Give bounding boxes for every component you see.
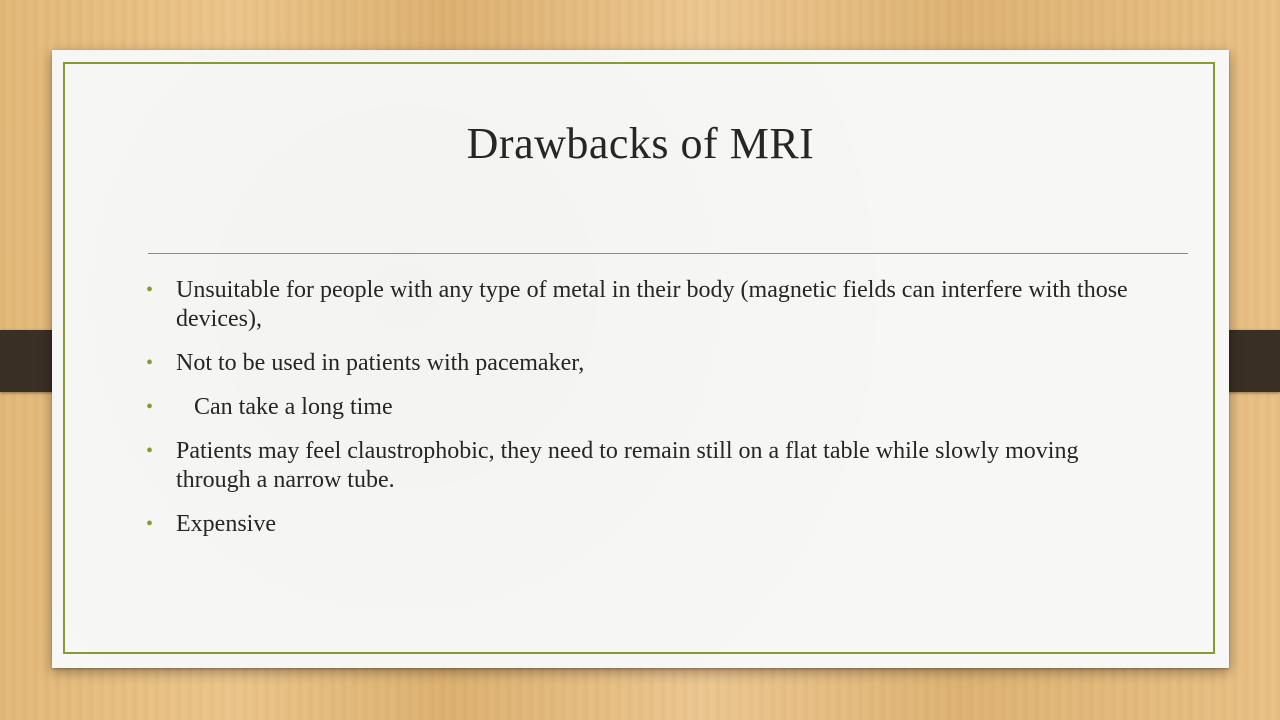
bullet-dot-icon: • xyxy=(146,279,154,301)
slide-card xyxy=(52,50,1229,668)
bullet-text: Expensive xyxy=(176,511,276,537)
bullet-dot-icon: • xyxy=(146,440,154,462)
bullet-item xyxy=(146,510,1146,539)
bullet-text: Can take a long time xyxy=(194,394,393,420)
bullet-item xyxy=(146,349,1146,378)
bullet-text: Not to be used in patients with pacemaker, xyxy=(176,350,585,376)
bullet-dot-icon: • xyxy=(146,513,154,535)
bullet-text: Patients may feel claustrophobic, they need to remain still on a flat table while slowly moving through a narrow tube. xyxy=(176,438,1079,493)
slide-title: Drawbacks of MRI xyxy=(466,119,815,168)
bullet-item xyxy=(146,437,1146,495)
bullet-text: Unsuitable for people with any type of metal in their body (magnetic fields can interfere with those devices), xyxy=(176,277,1128,332)
bullet-dot-icon: • xyxy=(146,352,154,374)
bullet-dot-icon: • xyxy=(146,396,154,418)
bullet-item xyxy=(146,393,1146,422)
title-divider xyxy=(148,253,1188,254)
bullet-item xyxy=(146,276,1146,334)
bullet-list xyxy=(146,276,1146,554)
